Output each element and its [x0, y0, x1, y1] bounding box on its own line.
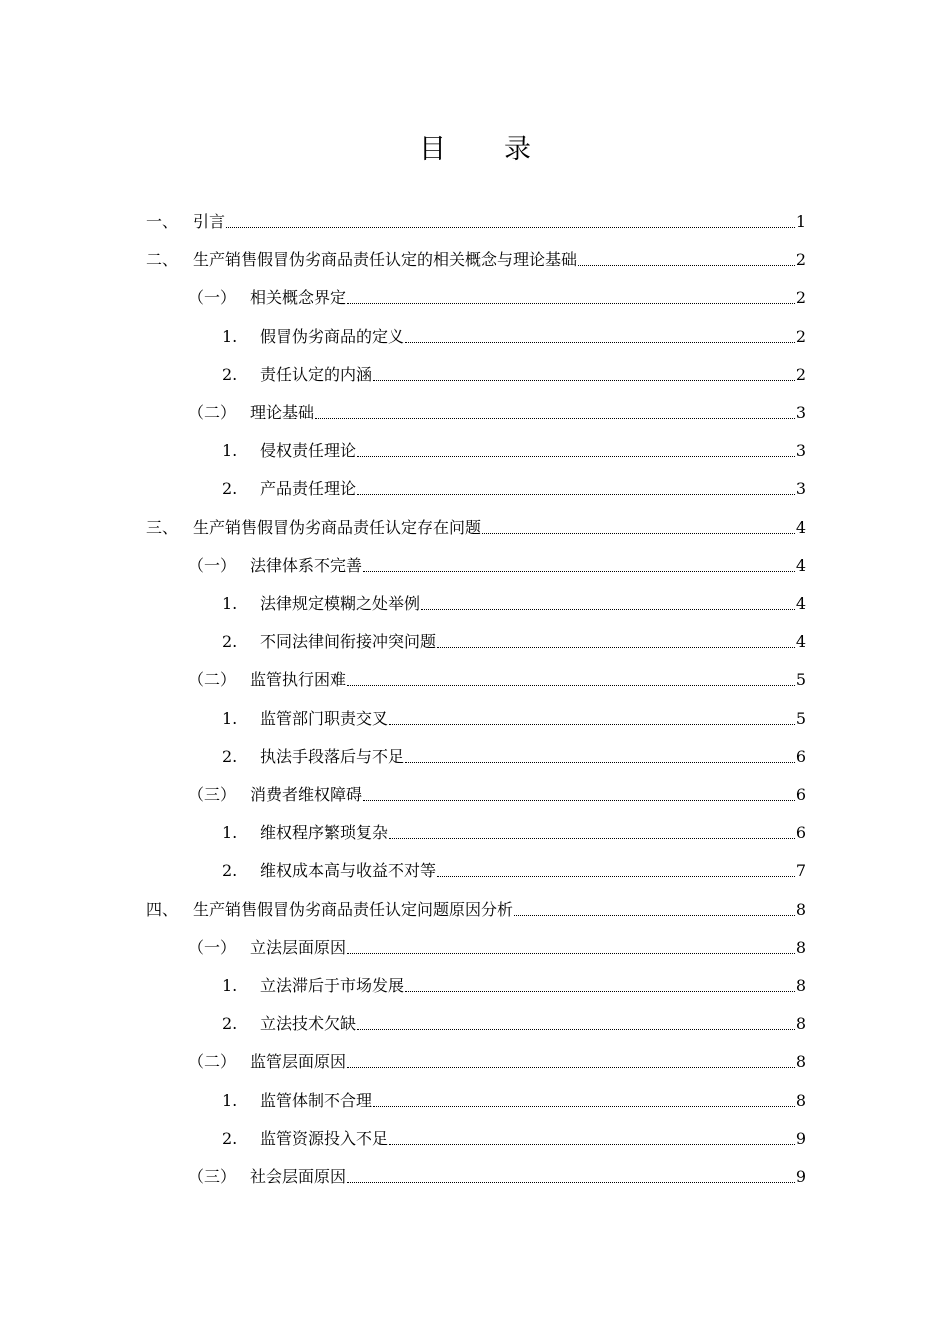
- toc-entry-label: 理论基础: [250, 403, 315, 422]
- toc-entry-page-number: 3: [795, 479, 806, 499]
- toc-dot-leader: [437, 646, 795, 648]
- toc-entry-label: 不同法律间衔接冲突问题: [260, 632, 437, 652]
- toc-entry-label: 立法滞后于市场发展: [260, 976, 405, 995]
- toc-entry-label: 相关概念界定: [250, 288, 347, 308]
- toc-entry[interactable]: [222, 703, 806, 729]
- toc-entry-page-number: 8: [795, 976, 806, 995]
- toc-entry[interactable]: [222, 855, 806, 881]
- toc-dot-leader: [357, 493, 795, 495]
- page-title: [0, 126, 950, 166]
- toc-entry-label: 生产销售假冒伪劣商品责任认定存在问题: [193, 517, 482, 537]
- toc-entry-number: （二）: [188, 1052, 237, 1072]
- toc-dot-leader: [347, 302, 795, 304]
- toc-entry-page-number: 5: [795, 708, 806, 728]
- toc-entry[interactable]: [222, 1008, 806, 1034]
- toc-entry-page-number: 6: [795, 746, 806, 766]
- toc-entry-number: 2.: [222, 479, 238, 499]
- toc-entry-label: 立法层面原因: [250, 937, 347, 957]
- toc-entry-number: 1.: [222, 708, 238, 728]
- toc-dot-leader: [347, 952, 795, 954]
- toc-entry-label: 生产销售假冒伪劣商品责任认定的相关概念与理论基础: [193, 250, 578, 270]
- toc-entry-number: 2.: [222, 1014, 238, 1034]
- toc-dot-leader: [347, 1066, 795, 1068]
- toc-entry-number: （一）: [188, 937, 237, 957]
- toc-entry-label: 监管体制不合理: [260, 1090, 373, 1110]
- toc-dot-leader: [315, 417, 795, 419]
- toc-entry-page-number: 8: [795, 1090, 806, 1110]
- toc-dot-leader: [363, 799, 795, 801]
- toc-entry[interactable]: [188, 550, 806, 576]
- toc-entry[interactable]: [188, 282, 806, 308]
- toc-entry-label: 产品责任理论: [260, 479, 357, 499]
- toc-entry-label: 监管层面原因: [250, 1052, 347, 1072]
- toc-entry-number: 1.: [222, 823, 238, 843]
- toc-entry[interactable]: [188, 1161, 806, 1187]
- toc-entry-page-number: 9: [795, 1128, 806, 1148]
- toc-entry[interactable]: [188, 932, 806, 958]
- toc-dot-leader: [482, 532, 795, 534]
- toc-dot-leader: [405, 761, 795, 763]
- toc-entry-number: 2.: [222, 1128, 238, 1148]
- toc-entry-label: 引言: [193, 212, 226, 231]
- toc-dot-leader: [357, 1028, 795, 1030]
- toc-entry-page-number: 4: [795, 517, 806, 537]
- toc-entry-number: 2.: [222, 861, 238, 881]
- toc-entry[interactable]: [222, 741, 806, 767]
- toc-entry-number: 2.: [222, 364, 238, 384]
- toc-dot-leader: [357, 455, 795, 457]
- toc-entry-page-number: 2: [795, 364, 806, 384]
- toc-dot-leader: [347, 1181, 795, 1183]
- toc-dot-leader: [514, 914, 795, 916]
- toc-entry[interactable]: [222, 321, 806, 347]
- toc-dot-leader: [437, 875, 795, 877]
- toc-dot-leader: [373, 379, 795, 381]
- toc-entry-page-number: 4: [795, 594, 806, 613]
- toc-entry-label: 法律体系不完善: [250, 555, 363, 575]
- toc-entry[interactable]: [222, 588, 806, 614]
- toc-entry[interactable]: [222, 1123, 806, 1149]
- toc-entry-number: 1.: [222, 1090, 238, 1110]
- toc-dot-leader: [405, 341, 795, 343]
- toc-entry-page-number: 7: [795, 861, 806, 881]
- toc-dot-leader: [578, 264, 795, 266]
- toc-dot-leader: [226, 226, 795, 228]
- toc-dot-leader: [389, 837, 795, 839]
- toc-dot-leader: [389, 723, 795, 725]
- toc-dot-leader: [347, 684, 795, 686]
- toc-entry-label: 监管执行困难: [250, 670, 347, 690]
- toc-entry-number: （二）: [188, 670, 237, 690]
- toc-entry[interactable]: [146, 894, 806, 920]
- toc-entry-number: （三）: [188, 785, 237, 804]
- toc-entry-page-number: 8: [795, 1052, 806, 1072]
- toc-entry-label: 社会层面原因: [250, 1167, 347, 1186]
- toc-dot-leader: [405, 990, 795, 992]
- toc-entry[interactable]: [222, 435, 806, 461]
- toc-entry-label: 维权成本高与收益不对等: [260, 861, 437, 881]
- toc-entry-number: 三、: [146, 517, 179, 537]
- toc-dot-leader: [363, 570, 795, 572]
- toc-entry[interactable]: [146, 206, 806, 232]
- toc-entry-label: 消费者维权障碍: [250, 785, 363, 804]
- toc-entry-number: （一）: [188, 555, 237, 575]
- toc-entry[interactable]: [222, 626, 806, 652]
- toc-entry-page-number: 6: [795, 823, 806, 843]
- toc-entry[interactable]: [188, 779, 806, 805]
- toc-entry-page-number: 9: [795, 1167, 806, 1186]
- toc-entry-number: 二、: [146, 250, 179, 270]
- toc-entry-number: （二）: [188, 403, 237, 422]
- toc-entry[interactable]: [188, 1046, 806, 1072]
- toc-entry-page-number: 8: [795, 937, 806, 957]
- toc-entry-label: 监管部门职责交叉: [260, 708, 389, 728]
- toc-entry[interactable]: [146, 244, 806, 270]
- toc-entry-page-number: 2: [795, 288, 806, 308]
- toc-entry-number: 1.: [222, 326, 238, 346]
- toc-entry[interactable]: [188, 397, 806, 423]
- toc-entry-label: 法律规定模糊之处举例: [260, 594, 421, 613]
- toc-entry-page-number: 4: [795, 632, 806, 652]
- toc-entry-number: 1.: [222, 976, 238, 995]
- toc-dot-leader: [421, 608, 795, 610]
- toc-entry-number: 1.: [222, 594, 238, 613]
- toc-entry-number: 1.: [222, 441, 238, 461]
- title-char-1: 目: [419, 133, 446, 165]
- toc-entry[interactable]: [188, 664, 806, 690]
- toc-entry-label: 生产销售假冒伪劣商品责任认定问题原因分析: [193, 899, 514, 919]
- toc-entry-page-number: 2: [795, 326, 806, 346]
- toc-entry-number: （一）: [188, 288, 237, 308]
- toc-entry[interactable]: [146, 512, 806, 538]
- toc-entry-page-number: 8: [795, 899, 806, 919]
- toc-entry-page-number: 3: [795, 403, 806, 422]
- toc-entry-label: 执法手段落后与不足: [260, 746, 405, 766]
- toc-entry-page-number: 3: [795, 441, 806, 461]
- title-char-2: 录: [504, 133, 531, 165]
- toc-entry-label: 立法技术欠缺: [260, 1014, 357, 1034]
- toc-entry-label: 假冒伪劣商品的定义: [260, 326, 405, 346]
- toc-entry-number: 2.: [222, 632, 238, 652]
- toc-dot-leader: [373, 1105, 795, 1107]
- toc-entry[interactable]: [222, 359, 806, 385]
- toc-entry-label: 维权程序繁琐复杂: [260, 823, 389, 843]
- toc-entry-page-number: 1: [795, 212, 806, 231]
- toc-entry-label: 责任认定的内涵: [260, 364, 373, 384]
- toc-entry-page-number: 4: [795, 555, 806, 575]
- toc-entry-label: 监管资源投入不足: [260, 1128, 389, 1148]
- toc-entry-number: （三）: [188, 1167, 237, 1186]
- toc-entry-number: 一、: [146, 212, 179, 231]
- toc-entry-page-number: 6: [795, 785, 806, 804]
- toc-entry-page-number: 2: [795, 250, 806, 270]
- toc-entry-page-number: 8: [795, 1014, 806, 1034]
- toc-entry-number: 四、: [146, 899, 179, 919]
- toc-entry-number: 2.: [222, 746, 238, 766]
- toc-entry[interactable]: [222, 1085, 806, 1111]
- toc-entry[interactable]: [222, 473, 806, 499]
- toc-entry[interactable]: [222, 970, 806, 996]
- toc-dot-leader: [389, 1143, 795, 1145]
- toc-entry-page-number: 5: [795, 670, 806, 690]
- toc-entry[interactable]: [222, 817, 806, 843]
- toc-entry-label: 侵权责任理论: [260, 441, 357, 461]
